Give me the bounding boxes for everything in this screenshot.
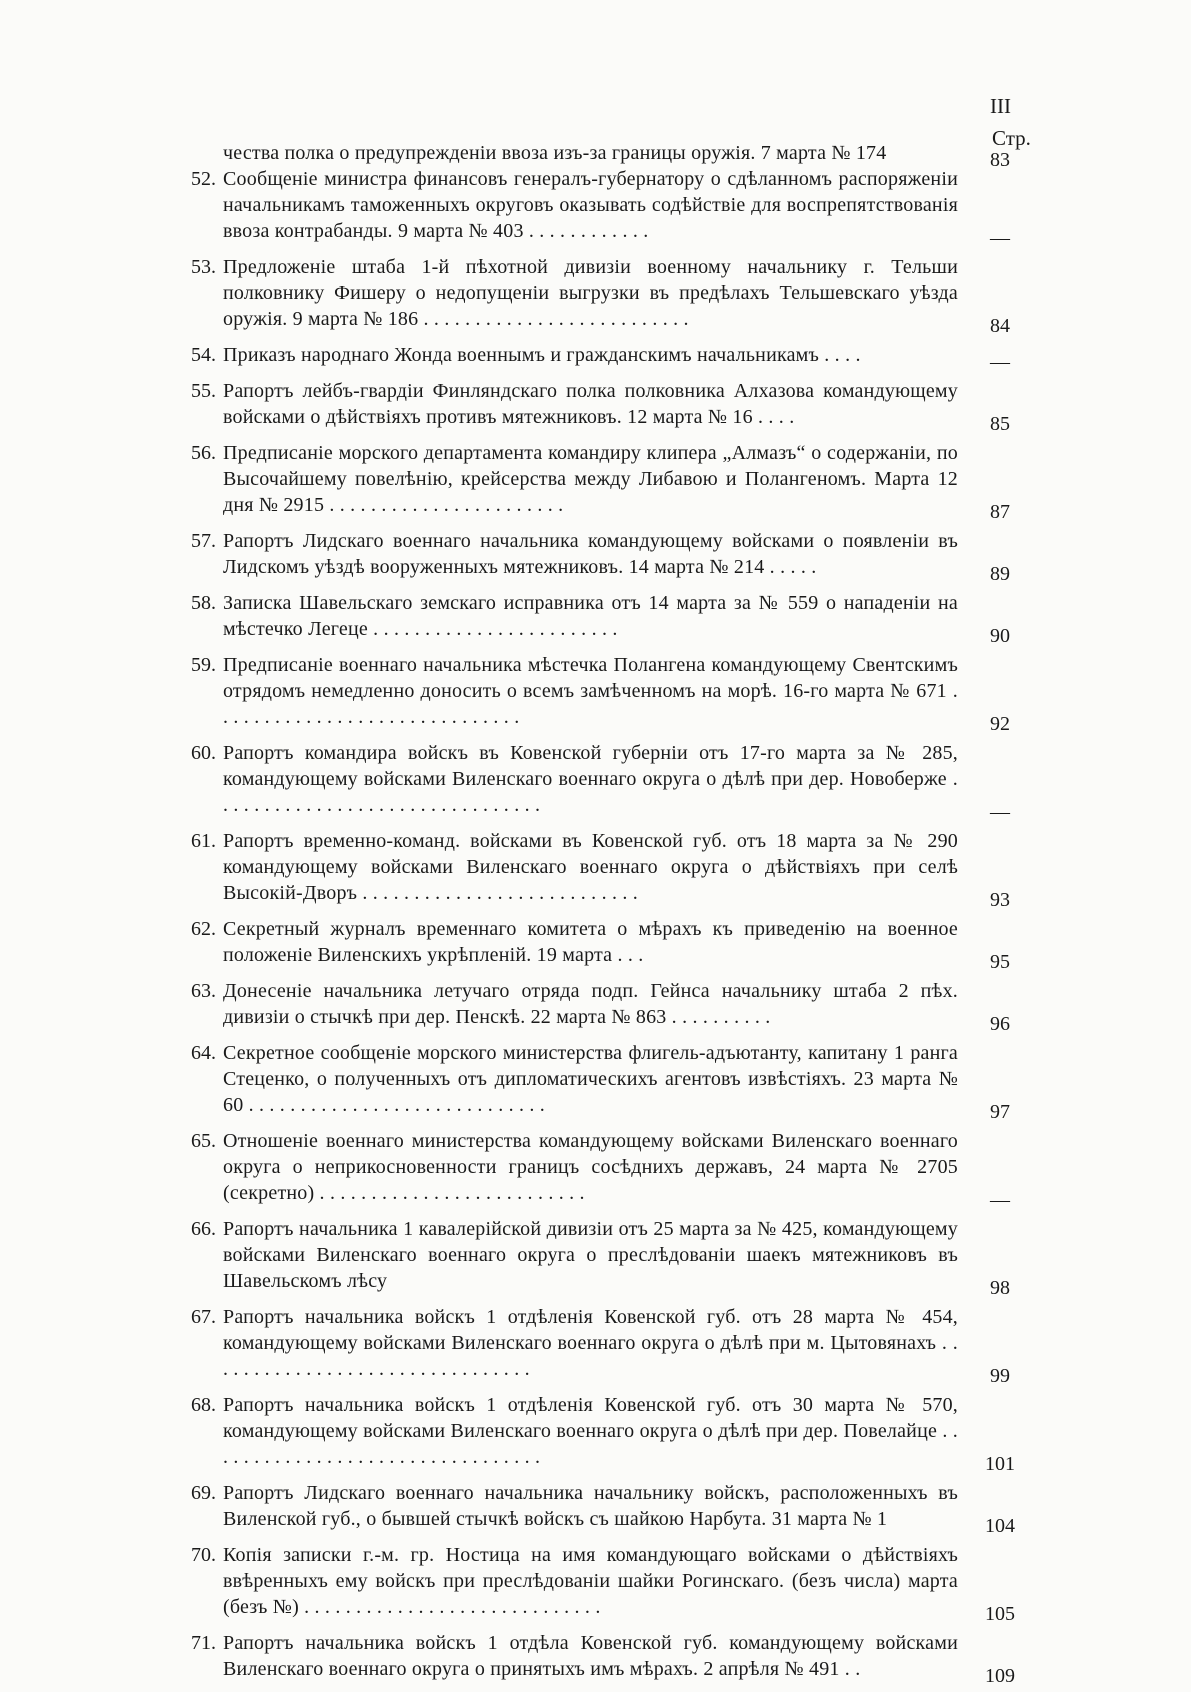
toc-entry (180, 140, 1030, 171)
entry-text: Рапортъ начальника войскъ 1 отдѣла Ковенской губ. командующему войсками Виленскаго военнаго округа о принятыхъ имъ мѣрахъ. 2 апрѣля № 491 . . (223, 1632, 958, 1680)
entry-page-number: — (990, 801, 1010, 823)
entry-text: Секретное сообщеніе морского министерства флигель-адъютанту, капитану 1 ранга Стеценко, о полученныхъ отъ дипломатическихъ агентовъ извѣстіяхъ. 23 марта № 60 . . . . . . . . . . . . . . . . . . . . . . . . . . . . . (223, 1042, 958, 1116)
toc-entry (180, 916, 1030, 973)
entry-text: Рапортъ начальника войскъ 1 отдѣленія Ковенской губ. отъ 28 марта № 454, командующему войсками Виленскаго военнаго округа о дѣлѣ при м. Цытовянахъ . . . . . . . . . . . . . . . . . . . . . . . . . . . . . . . . (223, 1306, 958, 1380)
entry-page-number: 84 (990, 315, 1010, 337)
entry-text: Рапортъ начальника 1 кавалерійской дивизіи отъ 25 марта за № 425, командующему войсками Виленскаго военнаго округа о преслѣдованіи шаекъ мятежниковъ въ Шавельскомъ лѣсу (223, 1218, 958, 1292)
entry-page-number: 97 (990, 1101, 1010, 1123)
entry-page-number: 89 (990, 563, 1010, 585)
entry-text: чества полка о предупрежденіи ввоза изъ-за границы оружія. 7 марта № 174 (223, 142, 887, 164)
entry-number: 52. (191, 168, 216, 190)
toc-entry (180, 1630, 1030, 1687)
entry-text: Рапортъ Лидскаго военнаго начальника начальнику войскъ, расположенныхъ въ Виленской губ., о бывшей стычкѣ войскъ съ шайкою Нарбута. 31 марта № 1 (223, 1482, 958, 1530)
entry-text: Отношеніе военнаго министерства командующему войсками Виленскаго военнаго округа о неприкосновенности границъ сосѣднихъ державъ, 24 марта № 2705 (секретно) . . . . . . . . . . . . . . . . . . . . . . . . . . (223, 1130, 958, 1204)
entry-number: 63. (191, 980, 216, 1002)
toc-entry (180, 1480, 1030, 1537)
toc-entry (180, 590, 1030, 647)
entry-page-number: 90 (990, 625, 1010, 647)
entry-page-number: 104 (985, 1515, 1015, 1537)
entry-page-number: 99 (990, 1365, 1010, 1387)
entry-text: Рапортъ Лидскаго военнаго начальника командующему войсками о появленіи въ Лидскомъ уѣздѣ вооруженныхъ мятежниковъ. 14 марта № 214 . . . . . (223, 530, 958, 578)
entry-page-number: 95 (990, 951, 1010, 973)
entry-number: 71. (191, 1632, 216, 1654)
toc-entry (180, 254, 1030, 337)
toc-entry (180, 1392, 1030, 1475)
entry-text: Рапортъ командира войскъ въ Ковенской губерніи отъ 17-го марта за № 285, командующему войсками Виленскаго военнаго округа о дѣлѣ при дер. Новоберже . . . . . . . . . . . . . . . . . . . . . . . . . . . . . . . . (223, 742, 958, 816)
entry-number: 68. (191, 1394, 216, 1416)
entry-number: 69. (191, 1482, 216, 1504)
entry-page-number: — (990, 351, 1010, 373)
entry-page-number: 85 (990, 413, 1010, 435)
entry-text: Копія записки г.-м. гр. Ностица на имя командующаго войсками о дѣйствіяхъ ввѣренныхъ ему войскъ при преслѣдованіи шайки Рогинскаго. (безъ числа) марта (безъ №) . . . . . . . . . . . . . . . . . . . . . . . . . . . . . (223, 1544, 958, 1618)
entry-number: 66. (191, 1218, 216, 1240)
toc-entry (180, 828, 1030, 911)
entry-text: Приказъ народнаго Жонда военнымъ и гражданскимъ начальникамъ . . . . (223, 344, 861, 366)
entry-text: Предписаніе морского департамента командиру клипера „Алмазъ“ о содержаніи, по Высочайшему повелѣнію, крейсерства между Либавою и Полангеномъ. Марта 12 дня № 2915 . . . . . . . . . . . . . . . . . . . . . . . (223, 442, 958, 516)
entry-text: Секретный журналъ временнаго комитета о мѣрахъ къ приведенію на военное положеніе Виленскихъ укрѣпленій. 19 марта . . . (223, 918, 958, 966)
entry-page-number: 98 (990, 1277, 1010, 1299)
entry-number: 60. (191, 742, 216, 764)
entry-text: Предложеніе штаба 1-й пѣхотной дивизіи военному начальнику г. Тельши полковнику Фишеру о недопущеніи выгрузки въ предѣлахъ Тельшевскаго уѣзда оружія. 9 марта № 186 . . . . . . . . . . . . . . . . . . . . . . . . . . (223, 256, 958, 330)
toc-entry (180, 1128, 1030, 1211)
table-of-contents (180, 140, 1030, 1692)
entry-page-number: 92 (990, 713, 1010, 735)
entry-number: 54. (191, 344, 216, 366)
entry-number: 65. (191, 1130, 216, 1152)
entry-page-number: 93 (990, 889, 1010, 911)
toc-entry (180, 652, 1030, 735)
entry-number: 67. (191, 1306, 216, 1328)
entry-page-number: — (990, 1189, 1010, 1211)
toc-entry (180, 740, 1030, 823)
entry-number: 61. (191, 830, 216, 852)
entry-text: Записка Шавельскаго земскаго исправника отъ 14 марта за № 559 о нападеніи на мѣстечко Легеце . . . . . . . . . . . . . . . . . . . . . . . . (223, 592, 958, 640)
entry-page-number: — (990, 227, 1010, 249)
entry-page-number: 109 (985, 1665, 1015, 1687)
toc-entry (180, 166, 1030, 249)
entry-text: Рапортъ начальника войскъ 1 отдѣленія Ковенской губ. отъ 30 марта № 570, командующему войсками Виленскаго военнаго округа о дѣлѣ при дер. Повелайце . . . . . . . . . . . . . . . . . . . . . . . . . . . . . . . . . (223, 1394, 958, 1468)
entry-number: 56. (191, 442, 216, 464)
page-column-label: Стр. (992, 126, 1031, 150)
toc-entry (180, 1040, 1030, 1123)
entry-number: 62. (191, 918, 216, 940)
entry-page-number: 87 (990, 501, 1010, 523)
toc-entry (180, 1304, 1030, 1387)
entry-number: 59. (191, 654, 216, 676)
entry-page-number: 96 (990, 1013, 1010, 1035)
entry-number: 53. (191, 256, 216, 278)
entry-text: Рапортъ лейбъ-гвардіи Финляндскаго полка полковника Алхазова командующему войсками о дѣйствіяхъ противъ мятежниковъ. 12 марта № 16 . . . . (223, 380, 958, 428)
entry-page-number: 101 (985, 1453, 1015, 1475)
entry-page-number: 105 (985, 1603, 1015, 1625)
toc-entry (180, 440, 1030, 523)
entry-number: 57. (191, 530, 216, 552)
toc-entry (180, 378, 1030, 435)
toc-entry (180, 1542, 1030, 1625)
entry-text: Сообщеніе министра финансовъ генералъ-губернатору о сдѣланномъ распоряженіи начальникамъ таможенныхъ округовъ оказывать содѣйствіе для воспрепятствованія ввоза контрабанды. 9 марта № 403 . . . . . . . . . . . . (223, 168, 958, 242)
toc-entry (180, 1216, 1030, 1299)
toc-entry (180, 978, 1030, 1035)
entry-number: 55. (191, 380, 216, 402)
entry-text: Рапортъ временно-команд. войсками въ Ковенской губ. отъ 18 марта за № 290 командующему войсками Виленскаго военнаго округа о дѣйствіяхъ при селѣ Высокій-Дворъ . . . . . . . . . . . . . . . . . . . . . . . . . . . (223, 830, 958, 904)
entry-text: Предписаніе военнаго начальника мѣстечка Полангена командующему Свентскимъ отрядомъ немедленно доносить о всемъ замѣченномъ на морѣ. 16-го марта № 671 . . . . . . . . . . . . . . . . . . . . . . . . . . . . . . (223, 654, 958, 728)
entry-page-number: 83 (990, 149, 1010, 171)
entry-number: 70. (191, 1544, 216, 1566)
entry-text: Донесеніе начальника летучаго отряда подп. Гейнса начальнику штаба 2 пѣх. дивизіи о стычкѣ при дер. Пенскѣ. 22 марта № 863 . . . . . . . . . . (223, 980, 958, 1028)
entry-number: 64. (191, 1042, 216, 1064)
entry-number: 58. (191, 592, 216, 614)
toc-entry (180, 528, 1030, 585)
toc-entry (180, 342, 1030, 373)
roman-page-number: III (990, 94, 1011, 118)
